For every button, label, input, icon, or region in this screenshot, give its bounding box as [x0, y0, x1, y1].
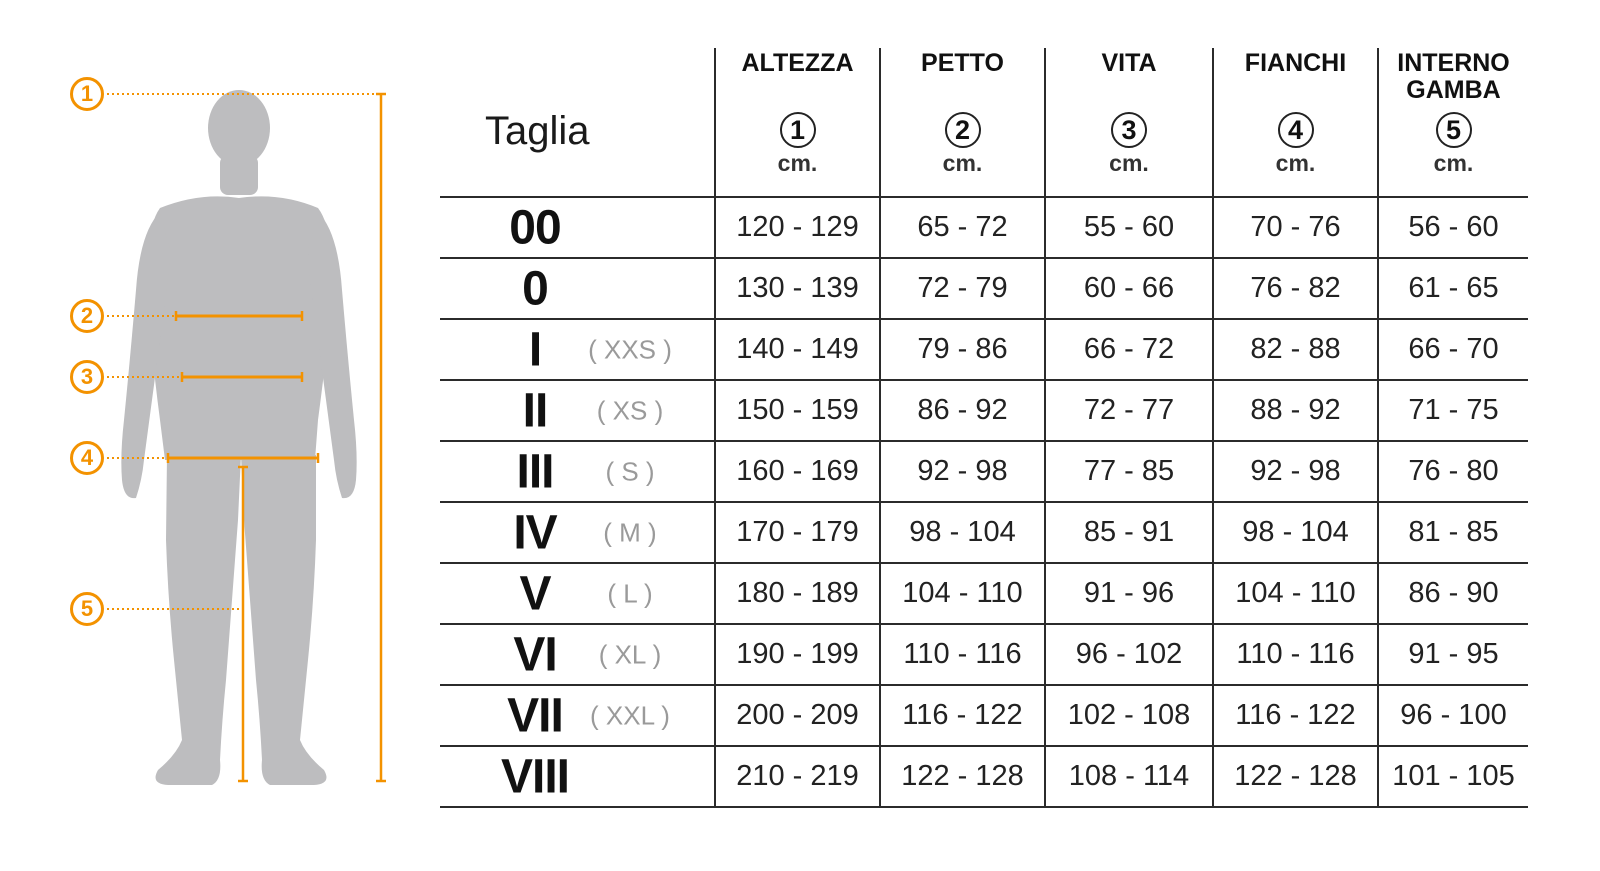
measurement-cell: 101 - 105: [1378, 746, 1528, 807]
measurement-cell: 61 - 65: [1378, 258, 1528, 319]
body-silhouette-illustration: [0, 0, 420, 871]
size-code: VI: [513, 628, 557, 681]
column-header-vita: [1045, 48, 1213, 197]
column-header-fianchi: [1213, 48, 1378, 197]
measurement-cell: 210 - 219: [715, 746, 880, 807]
size-cell: [440, 502, 715, 563]
measurement-cell: 108 - 114: [1045, 746, 1213, 807]
size-letter-equivalent: ( XS ): [596, 395, 664, 425]
column-unit: cm.: [1275, 150, 1316, 176]
measurement-cell: 170 - 179: [715, 502, 880, 563]
size-code: 0: [522, 262, 548, 315]
measurement-cell: 200 - 209: [715, 685, 880, 746]
measurement-cell: 110 - 116: [1213, 624, 1378, 685]
measurement-cell: 60 - 66: [1045, 258, 1213, 319]
measurement-cell: 66 - 70: [1378, 319, 1528, 380]
table-row: [440, 502, 1528, 563]
table-header-row: [440, 48, 1528, 197]
table-row: [440, 380, 1528, 441]
measurement-cell: 96 - 102: [1045, 624, 1213, 685]
table-row: [440, 685, 1528, 746]
table-row: [440, 319, 1528, 380]
measurement-cell: 79 - 86: [880, 319, 1045, 380]
size-cell: [440, 441, 715, 502]
size-code: 00: [509, 201, 561, 254]
column-unit: cm.: [942, 150, 983, 176]
marker-4-hips: 4: [70, 441, 104, 475]
column-name: INTERNO GAMBA: [1397, 49, 1510, 104]
column-name: VITA: [1101, 49, 1157, 77]
column-number-badge: 4: [1278, 112, 1314, 148]
measurement-cell: 98 - 104: [880, 502, 1045, 563]
measurement-cell: 71 - 75: [1378, 380, 1528, 441]
size-letter-equivalent: ( XL ): [598, 639, 662, 669]
measurement-cell: 104 - 110: [1213, 563, 1378, 624]
measurement-cell: 76 - 82: [1213, 258, 1378, 319]
size-letter-equivalent: ( XXL ): [590, 700, 670, 730]
measurement-cell: 92 - 98: [880, 441, 1045, 502]
size-chart: [440, 48, 1528, 808]
table-row: [440, 258, 1528, 319]
column-header-petto: [880, 48, 1045, 197]
measurement-cell: 96 - 100: [1378, 685, 1528, 746]
size-letter-equivalent: ( XXS ): [588, 334, 672, 364]
column-name: ALTEZZA: [741, 49, 854, 77]
measurement-cell: 82 - 88: [1213, 319, 1378, 380]
column-number-badge: 5: [1436, 112, 1472, 148]
size-code: IV: [513, 506, 557, 559]
size-code: I: [528, 323, 542, 376]
size-cell: [440, 258, 715, 319]
measurement-cell: 110 - 116: [880, 624, 1045, 685]
size-code: VIII: [500, 750, 570, 803]
measurement-cell: 70 - 76: [1213, 197, 1378, 258]
table-row: [440, 746, 1528, 807]
measurement-cell: 150 - 159: [715, 380, 880, 441]
measurement-cell: 140 - 149: [715, 319, 880, 380]
measurement-cell: 88 - 92: [1213, 380, 1378, 441]
size-cell: [440, 380, 715, 441]
marker-3-waist: 3: [70, 360, 104, 394]
size-cell: [440, 685, 715, 746]
body-measurement-figure: [0, 0, 420, 871]
human-silhouette: [121, 90, 356, 785]
size-cell: [440, 319, 715, 380]
measurement-cell: 122 - 128: [880, 746, 1045, 807]
column-name: PETTO: [921, 49, 1004, 77]
measurement-cell: 77 - 85: [1045, 441, 1213, 502]
measurement-cell: 55 - 60: [1045, 197, 1213, 258]
column-header-altezza: [715, 48, 880, 197]
measurement-cell: 102 - 108: [1045, 685, 1213, 746]
size-code: II: [522, 384, 548, 437]
measurement-cell: 72 - 79: [880, 258, 1045, 319]
measurement-cell: 91 - 95: [1378, 624, 1528, 685]
column-name: FIANCHI: [1244, 49, 1347, 77]
size-rows: [440, 197, 1528, 807]
measurement-cell: 86 - 90: [1378, 563, 1528, 624]
size-letter-equivalent: ( M ): [603, 517, 657, 547]
measurement-cell: 56 - 60: [1378, 197, 1528, 258]
size-cell: [440, 624, 715, 685]
table-row: [440, 197, 1528, 258]
measurement-cell: 190 - 199: [715, 624, 880, 685]
table-row: [440, 624, 1528, 685]
marker-5-inseam: 5: [70, 592, 104, 626]
size-cell: [440, 563, 715, 624]
column-unit: cm.: [777, 150, 818, 176]
measurement-cell: 116 - 122: [1213, 685, 1378, 746]
size-letter-equivalent: ( L ): [607, 578, 653, 608]
measurement-cell: 91 - 96: [1045, 563, 1213, 624]
table-row: [440, 441, 1528, 502]
size-column-header: [440, 48, 715, 197]
measurement-cell: 76 - 80: [1378, 441, 1528, 502]
column-unit: cm.: [1433, 150, 1474, 176]
column-number-badge: 1: [780, 112, 816, 148]
measurement-cell: 130 - 139: [715, 258, 880, 319]
size-letter-equivalent: ( S ): [605, 456, 655, 486]
measurement-cell: 85 - 91: [1045, 502, 1213, 563]
measurement-cell: 160 - 169: [715, 441, 880, 502]
size-cell: [440, 746, 715, 807]
size-cell: [440, 197, 715, 258]
size-table: [440, 48, 1528, 808]
measurement-cell: 65 - 72: [880, 197, 1045, 258]
marker-1-height: 1: [70, 77, 104, 111]
marker-2-chest: 2: [70, 299, 104, 333]
column-number-badge: 3: [1111, 112, 1147, 148]
size-code: V: [519, 567, 551, 620]
column-number-badge: 2: [945, 112, 981, 148]
measurement-cell: 98 - 104: [1213, 502, 1378, 563]
measurement-cell: 180 - 189: [715, 563, 880, 624]
measurement-cell: 104 - 110: [880, 563, 1045, 624]
size-code: III: [516, 445, 554, 498]
column-unit: cm.: [1109, 150, 1149, 176]
measurement-cell: 72 - 77: [1045, 380, 1213, 441]
measurement-cell: 92 - 98: [1213, 441, 1378, 502]
measurement-cell: 122 - 128: [1213, 746, 1378, 807]
size-code: VII: [507, 689, 563, 742]
table-row: [440, 563, 1528, 624]
measurement-cell: 81 - 85: [1378, 502, 1528, 563]
taglia-label: Taglia: [485, 108, 590, 153]
column-header-interno-gamba: [1378, 48, 1528, 197]
measurement-cell: 86 - 92: [880, 380, 1045, 441]
measurement-cell: 66 - 72: [1045, 319, 1213, 380]
measurement-cell: 116 - 122: [880, 685, 1045, 746]
measurement-cell: 120 - 129: [715, 197, 880, 258]
